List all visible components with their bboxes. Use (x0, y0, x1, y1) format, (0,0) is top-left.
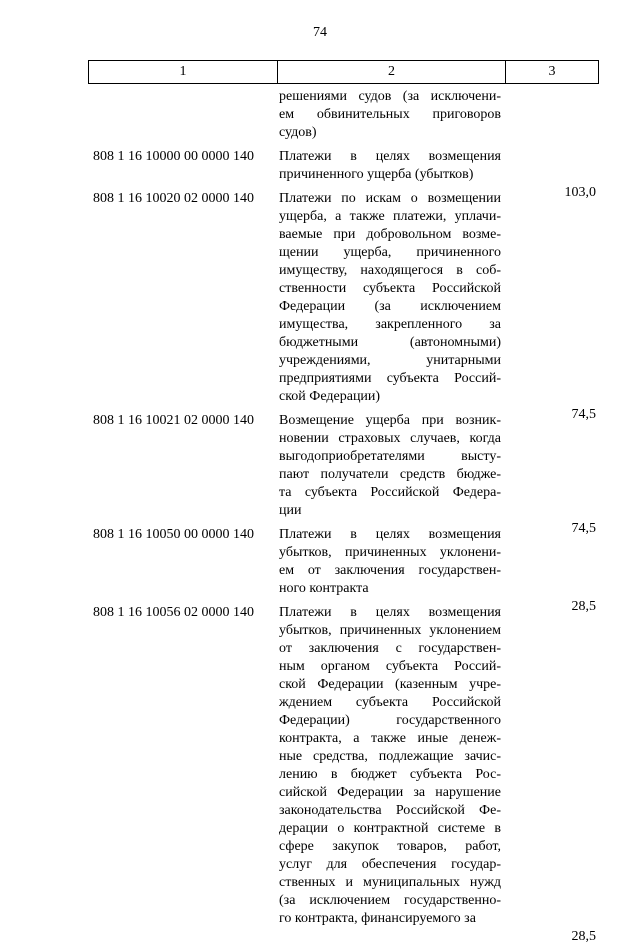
header-col-3: 3 (548, 64, 556, 79)
description-line: учреждениями, унитарными (279, 353, 501, 368)
description-line: Платежи в целях возмещения (279, 527, 501, 542)
description-line: контракта, а также иные денеж- (279, 731, 501, 746)
description-line: Федерации) государственного (279, 713, 501, 728)
description-line: сийской Федерации за нарушение (279, 785, 501, 800)
row-description (279, 148, 501, 184)
table-header (88, 60, 599, 84)
description-line: выгодоприобретателями высту- (279, 449, 501, 464)
description-line: ции (279, 503, 302, 518)
description-line: имуществу, находящегося в соб- (279, 263, 501, 278)
table-row (0, 604, 640, 944)
description-line: щении ущерба, причиненного (279, 245, 501, 260)
row-amount: 74,5 (571, 521, 596, 536)
description-line: от заключения с государствен- (279, 641, 501, 656)
description-line: новении страховых случаев, когда (279, 431, 501, 446)
page-number: 74 (313, 25, 327, 40)
row-amount: 28,5 (571, 929, 596, 944)
description-line: Возмещение ущерба при возник- (279, 413, 501, 428)
description-line: убытков, причиненных уклонением (279, 623, 501, 638)
description-line: причиненного ущерба (убытков) (279, 167, 474, 182)
table-body (0, 88, 640, 944)
description-line: ской Федерации) (279, 389, 381, 404)
row-description (279, 412, 501, 520)
description-line: пают получатели средств бюдже- (279, 467, 501, 482)
description-line: ской Федерации (казенным учре- (279, 677, 501, 692)
description-line: Федерации (за исключением (279, 299, 501, 314)
description-line: Платежи в целях возмещения (279, 605, 501, 620)
row-description (279, 88, 501, 142)
description-line: ваемые при добровольном возме- (279, 227, 501, 242)
description-line: решениями судов (за исключени- (279, 89, 501, 104)
row-amount: 28,5 (571, 599, 596, 614)
description-line: ственности субъекта Российской (279, 281, 501, 296)
row-amount: 74,5 (571, 407, 596, 422)
description-line: Платежи в целях возмещения (279, 149, 501, 164)
description-line: бюджетными (автономными) (279, 335, 501, 350)
header-col-1: 1 (89, 61, 278, 83)
description-line: го контракта, финансируемого за (279, 911, 476, 926)
description-line: лению в бюджет субъекта Рос- (279, 767, 501, 782)
row-description (279, 604, 501, 928)
row-code: 808 1 16 10000 00 0000 140 (93, 149, 254, 164)
row-amount: 103,0 (564, 185, 596, 200)
row-description (279, 190, 501, 406)
description-line: услуг для обеспечения государ- (279, 857, 501, 872)
description-line: ем от заключения государствен- (279, 563, 501, 578)
description-line: ные средства, подлежащие зачис- (279, 749, 501, 764)
description-line: та субъекта Российской Федера- (279, 485, 501, 500)
row-code: 808 1 16 10050 00 0000 140 (93, 527, 254, 542)
description-line: ным органом субъекта Россий- (279, 659, 501, 674)
description-line: убытков, причиненных уклонени- (279, 545, 501, 560)
description-line: ждением субъекта Российской (279, 695, 501, 710)
description-line: судов) (279, 125, 317, 140)
description-line: ем обвинительных приговоров (279, 107, 501, 122)
table-row (0, 88, 640, 142)
description-line: предприятиями субъекта Россий- (279, 371, 501, 386)
row-code: 808 1 16 10021 02 0000 140 (93, 413, 254, 428)
description-line: ного контракта (279, 581, 369, 596)
row-description (279, 526, 501, 598)
row-code: 808 1 16 10020 02 0000 140 (93, 191, 254, 206)
description-line: ущерба, а также платежи, уплачи- (279, 209, 501, 224)
description-line: ственных и муниципальных нужд (279, 875, 501, 890)
description-line: (за исключением государственно- (279, 893, 501, 908)
row-code: 808 1 16 10056 02 0000 140 (93, 605, 254, 620)
description-line: Платежи по искам о возмещении (279, 191, 501, 206)
description-line: имущества, закрепленного за (279, 317, 501, 332)
description-line: сфере закупок товаров, работ, (279, 839, 501, 854)
description-line: законодательства Российской Фе- (279, 803, 501, 818)
header-col-2: 2 (278, 61, 506, 83)
description-line: дерации о контрактной системе в (279, 821, 501, 836)
